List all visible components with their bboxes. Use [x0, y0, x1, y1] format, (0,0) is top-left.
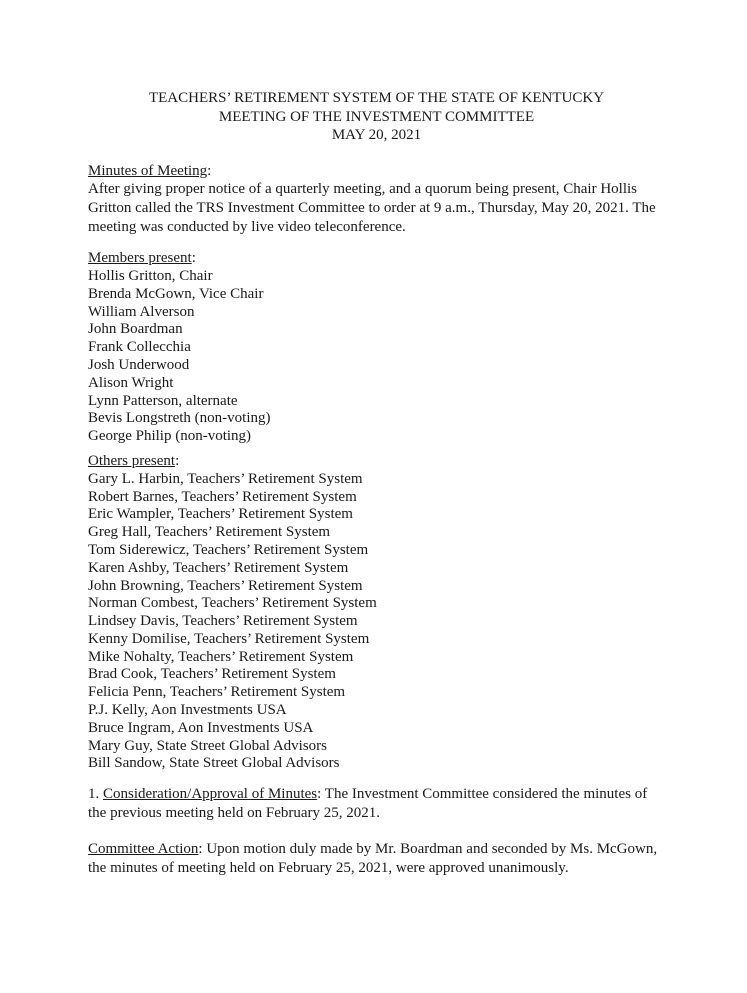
minutes-heading-colon: : — [207, 162, 212, 179]
committee-action-heading: Committee Action — [88, 841, 199, 858]
section-agenda-item-1 — [88, 785, 665, 822]
others-present-heading-colon: : — [175, 452, 180, 469]
members-present-heading-colon: : — [191, 250, 196, 267]
others-present-heading — [88, 453, 665, 471]
others-present-list — [88, 471, 665, 774]
committee-action-text: : Upon motion duly made by Mr. Boardman and seconded by Ms. McGown, the minutes of meeting held on February 25, 2021, were approved unanimously. — [88, 841, 658, 877]
members-present-heading-label: Members present — [88, 250, 192, 267]
attendee-name: Hollis Gritton, Chair — [88, 267, 213, 284]
attendee-name: Lindsey Davis, Teachers’ Retirement System — [88, 613, 358, 630]
attendee-name: Alison Wright — [88, 374, 174, 391]
attendee-name: Frank Collecchia — [88, 339, 191, 356]
attendee-name: Gary L. Harbin, Teachers’ Retirement System — [88, 470, 363, 487]
attendee-name: Brad Cook, Teachers’ Retirement System — [88, 666, 336, 683]
attendee-name: Felicia Penn, Teachers’ Retirement System — [88, 684, 346, 701]
document-title — [88, 89, 665, 145]
attendee-name: Josh Underwood — [88, 356, 190, 373]
attendee-name: Bevis Longstreth (non-voting) — [88, 410, 271, 427]
attendee-name: Eric Wampler, Teachers’ Retirement System — [88, 506, 353, 523]
section-members-present — [88, 250, 665, 446]
attendee-name: William Alverson — [88, 303, 195, 320]
section-others-present — [88, 453, 665, 773]
title-line-meeting: MEETING OF THE INVESTMENT COMMITTEE — [218, 108, 535, 125]
attendee-name: Tom Siderewicz, Teachers’ Retirement System — [88, 541, 369, 558]
agenda-item-1-paragraph — [88, 785, 665, 822]
attendee-name: John Browning, Teachers’ Retirement System — [88, 577, 363, 594]
section-committee-action — [88, 840, 665, 877]
attendee-name: Mike Nohalty, Teachers’ Retirement System — [88, 648, 354, 665]
attendee-name: Kenny Domilise, Teachers’ Retirement System — [88, 630, 370, 647]
agenda-item-1-text: : The Investment Committee considered the minutes of the previous meeting held on February 25, 2021. — [88, 786, 648, 821]
attendee-name: Robert Barnes, Teachers’ Retirement System — [88, 488, 357, 505]
attendee-name: Norman Combest, Teachers’ Retirement System — [88, 595, 377, 612]
minutes-heading — [88, 162, 665, 181]
committee-action-paragraph — [88, 840, 665, 877]
others-present-heading-label: Others present — [88, 452, 176, 469]
attendee-name: Bill Sandow, State Street Global Advisors — [88, 755, 340, 772]
members-present-list — [88, 268, 665, 446]
members-present-heading — [88, 250, 665, 268]
attendee-name: John Boardman — [88, 321, 183, 338]
attendee-name: Karen Ashby, Teachers’ Retirement System — [88, 559, 349, 576]
attendee-name: Mary Guy, State Street Global Advisors — [88, 737, 327, 754]
attendee-name: P.J. Kelly, Aon Investments USA — [88, 702, 287, 719]
attendee-name: Greg Hall, Teachers’ Retirement System — [88, 524, 331, 541]
title-line-org: TEACHERS’ RETIREMENT SYSTEM OF THE STATE OF KENTUCKY — [148, 90, 605, 106]
attendee-name: Bruce Ingram, Aon Investments USA — [88, 719, 314, 736]
minutes-opening-paragraph: After giving proper notice of a quarterly meeting, and a quorum being present, Chair Hollis Gritton called the TRS Investment Committee to order at 9 a.m., Thursday, May 20, 2021. The meeting was conducted by live video teleconference. — [88, 181, 656, 235]
attendee-name: George Philip (non-voting) — [88, 428, 252, 445]
title-line-date: MAY 20, 2021 — [331, 127, 422, 144]
section-minutes-of-meeting — [88, 162, 665, 236]
agenda-item-1-heading: Consideration/Approval of Minutes — [103, 786, 318, 803]
attendee-name: Lynn Patterson, alternate — [88, 392, 238, 409]
agenda-item-1-number: 1. — [88, 786, 103, 803]
attendee-name: Brenda McGown, Vice Chair — [88, 285, 264, 302]
minutes-heading-label: Minutes of Meeting — [88, 162, 208, 179]
